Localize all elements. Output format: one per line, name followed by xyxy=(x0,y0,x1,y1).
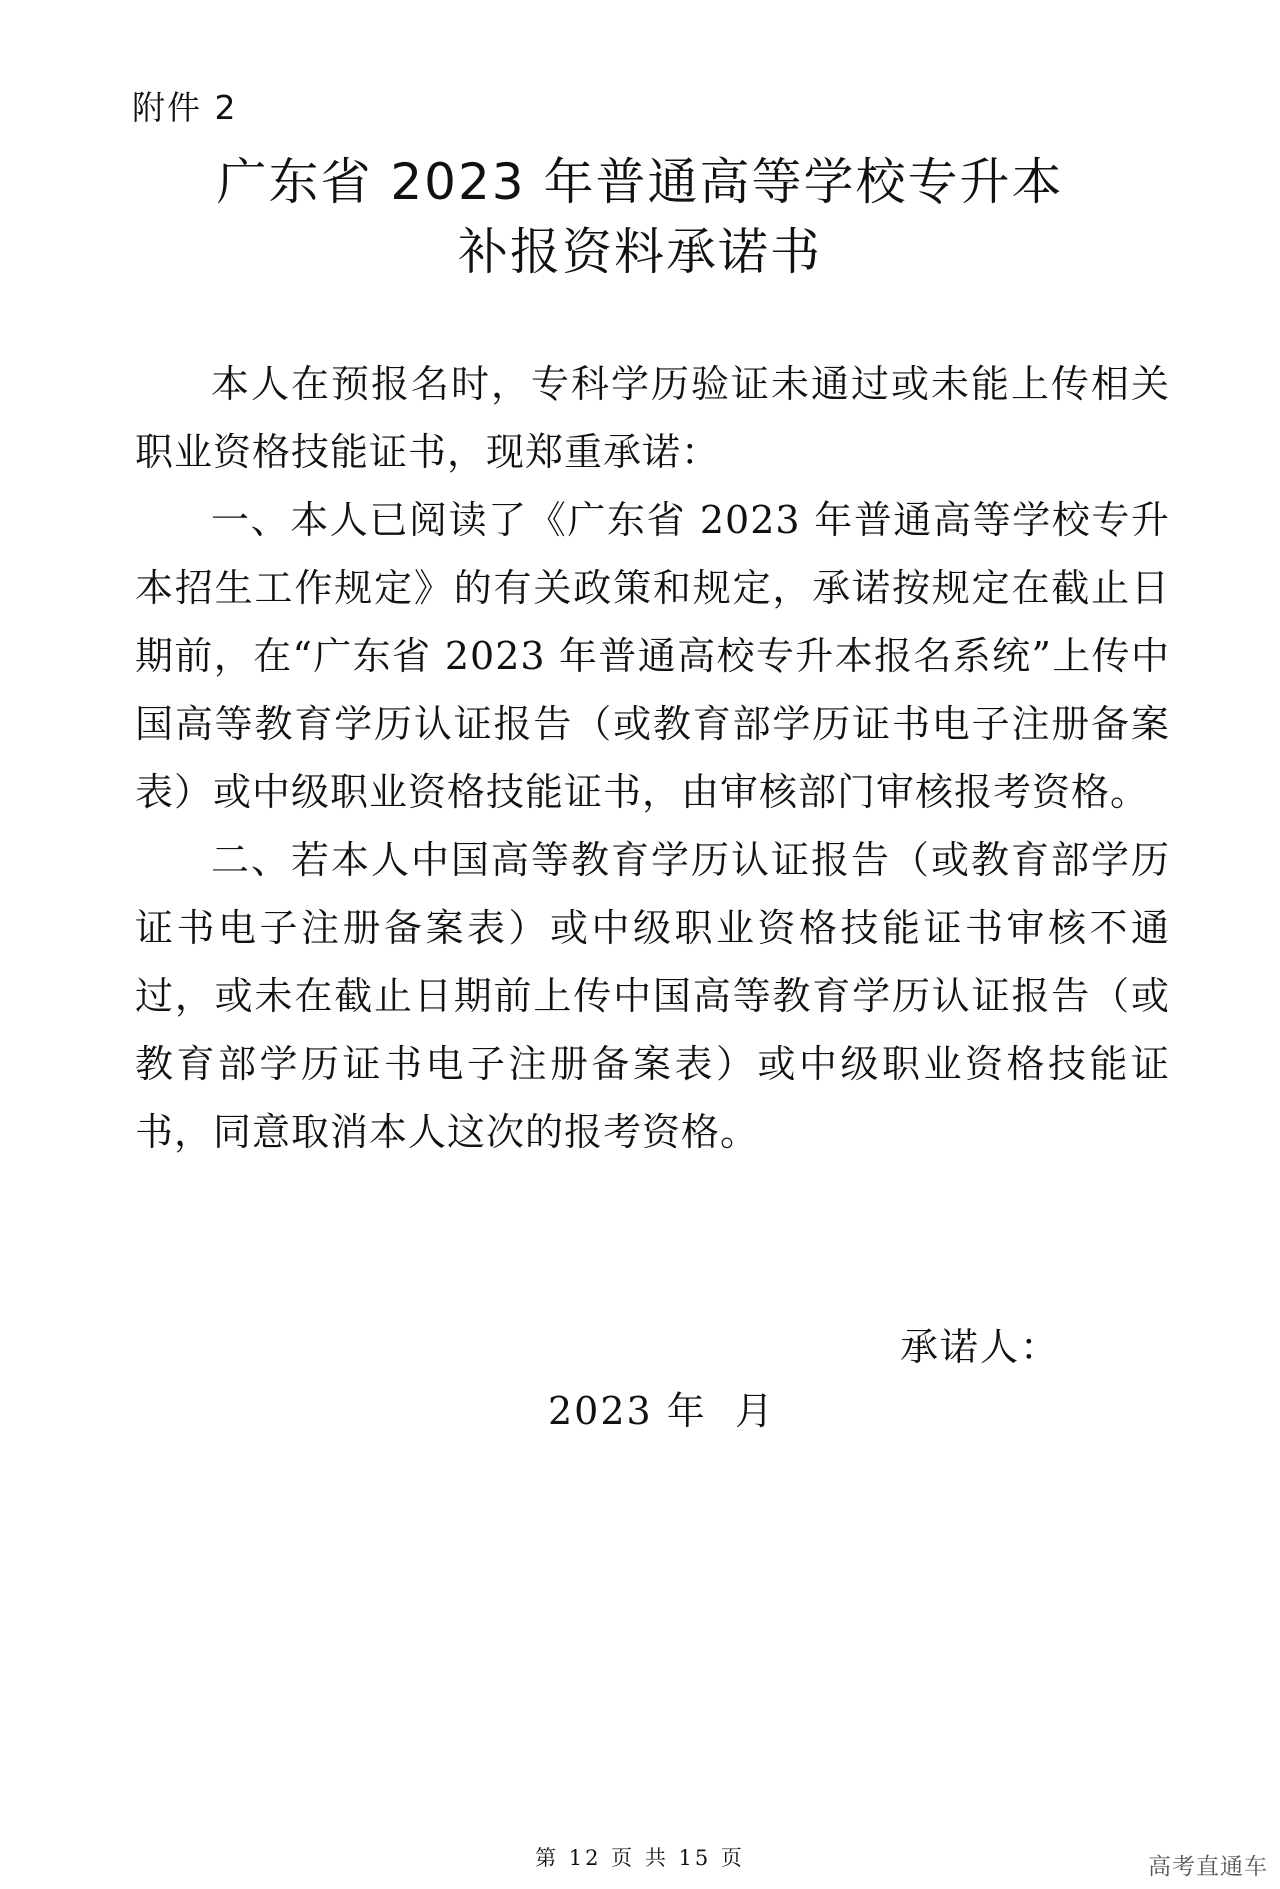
signature-label: 承诺人： xyxy=(900,1325,1061,1369)
date-line: 2023 年 月 xyxy=(548,1389,775,1433)
paragraph-item-1: 一、本人已阅读了《广东省 2023 年普通高等学校专升本招生工作规定》的有关政策和规定，承诺按规定在截止日期前，在“广东省 2023 年普通高校专升本报名系统”上传中国高等教育学历认证报告（或教育部学历证书电子注册备案表）或中级职业资格技能证书，由审核部门审核报考资格。 xyxy=(135,498,1170,814)
watermark-text: 高考直通车 xyxy=(1148,1854,1268,1880)
paragraph-item-2: 二、若本人中国高等教育学历认证报告（或教育部学历证书电子注册备案表）或中级职业资格技能证书审核不通过，或未在截止日期前上传中国高等教育学历认证报告（或教育部学历证书电子注册备案表）或中级职业资格技能证书，同意取消本人这次的报考资格。 xyxy=(135,838,1170,1154)
attachment-label: 附件 2 xyxy=(132,88,238,127)
paragraph-intro: 本人在预报名时，专科学历验证未通过或未能上传相关职业资格技能证书，现郑重承诺： xyxy=(135,362,1170,474)
document-title-line-2: 补报资料承诺书 xyxy=(458,223,822,281)
page-number: 第 12 页 共 15 页 xyxy=(535,1846,745,1870)
commitment-body xyxy=(135,350,1170,1166)
document-title-line-1: 广东省 2023 年普通高等学校专升本 xyxy=(216,153,1064,211)
